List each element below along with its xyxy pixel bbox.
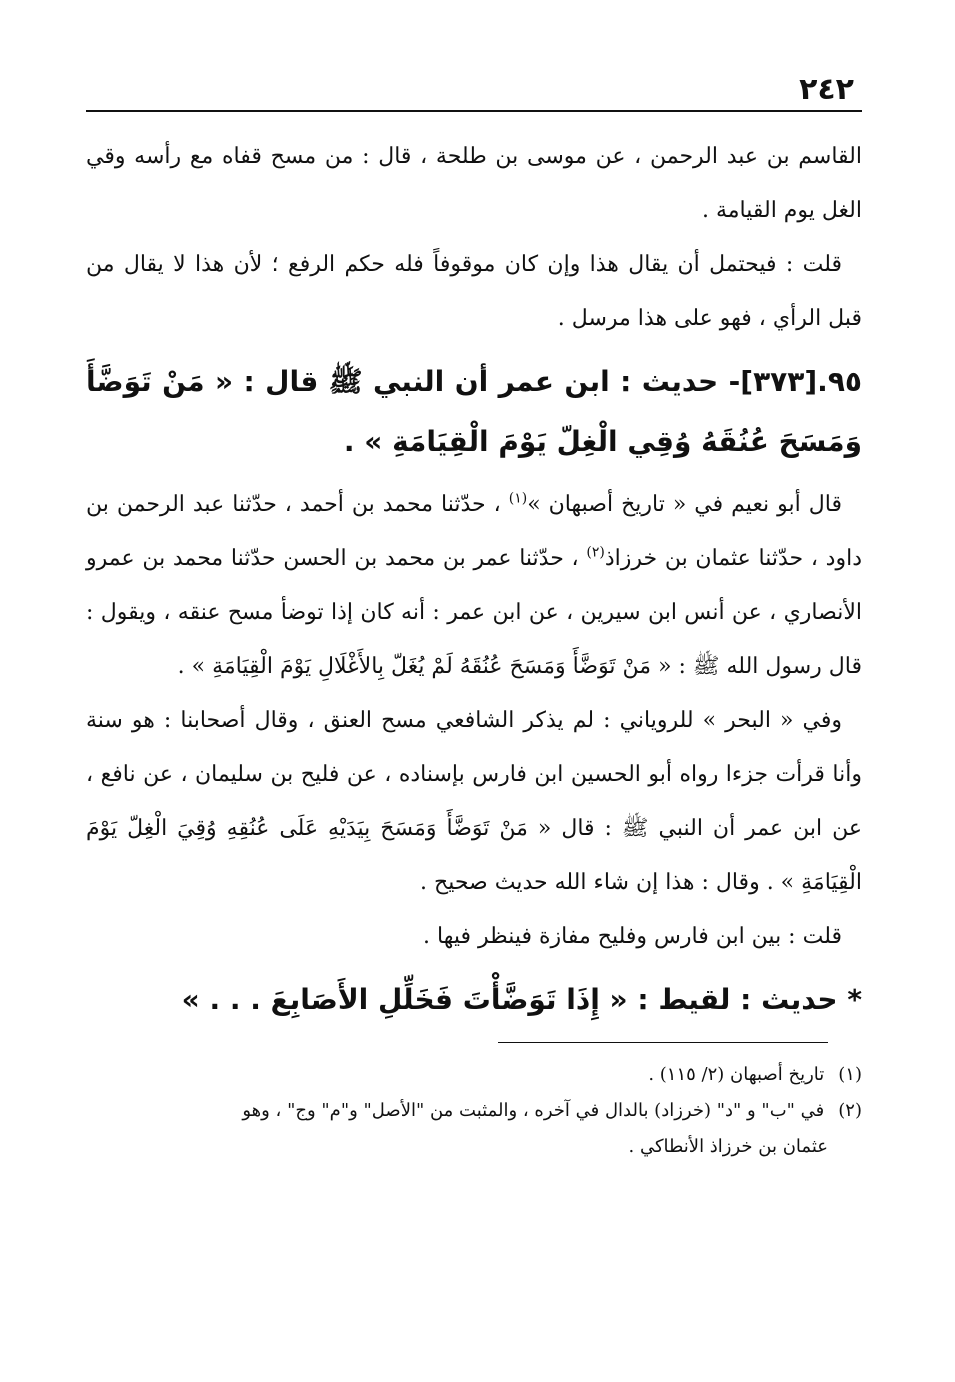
footnote-text: في "ب" و "د" (خرزاد) بالدال في آخره ، والمثبت من "الأصل" و"م" وج" ، وهو	[242, 1100, 825, 1121]
document-page	[86, 70, 862, 1350]
hadith-heading-ibn-umar: ٩٥.[٣٧٣]- حديث : ابن عمر أن النبي ﷺ قال : « مَنْ تَوَضَّأَ وَمَسَحَ عُنُقَهُ وُقِي الْغِلّ يَوْمَ الْقِيَامَةِ » .	[86, 365, 862, 458]
footnote-2	[86, 1093, 862, 1129]
paragraph-qult-marfu: قلت : فيحتمل أن يقال هذا وإن كان موقوفاً فله حكم الرفع ؛ لأن هذا لا يقال من قبل الرأي ، فهو على هذا مرسل .	[86, 252, 862, 331]
hadith-heading-laqit: * حديث : لقيط : « إِذَا تَوَضَّأْتَ فَخَلِّلِ الأَصَابِعَ . . . »	[181, 983, 862, 1016]
narration-part-3: ، حدّثنا عمر بن محمد بن الحسن حدّثنا محمد بن عمرو الأنصاري ، عن أنس ابن سيرين ، عن ابن عمر : أنه كان إذا توضأ مسح عنقه ، ويقول : قال رسول الله ﷺ : « مَنْ تَوَضَّأَ وَمَسَحَ عُنُقَهُ لَمْ يُغَلّ بِالأَغْلَالِ يَوْمَ الْقِيَامَةِ » .	[86, 546, 862, 679]
footnote-ref-2: (٢)	[586, 544, 605, 561]
footnote-rule	[498, 1042, 828, 1043]
footnote-text: تاريخ أصبهان (٢/ ١١٥) .	[648, 1064, 825, 1085]
paragraph-bahr: وفي « البحر » للروياني : لم يذكر الشافعي مسح العنق ، وقال أصحابنا : هو سنة وأنا قرأت جزءا رواه أبو الحسين ابن فارس بإسناده ، عن فليح بن سليمان ، عن نافع ، عن ابن عمر أن النبي ﷺ : قال « مَنْ تَوَضَّأَ وَمَسَحَ بِيَدَيْهِ عَلَى عُنُقِهِ وُقِيَ الْغِلّ يَوْمَ الْقِيَامَةِ » . وقال : هذا إن شاء الله حديث صحيح .	[86, 708, 862, 895]
paragraph-final-note: قلت : بين ابن فارس وفليح مفازة فينظر فيها .	[423, 924, 842, 949]
narration-part-1: قال أبو نعيم في « تاريخ أصبهان »	[527, 492, 842, 517]
header-rule	[86, 110, 862, 112]
paragraph-qasim: القاسم بن عبد الرحمن ، عن موسى بن طلحة ، قال : من مسح قفاه مع رأسه وقي الغل يوم القيامة .	[86, 144, 862, 223]
footnote-number: (٢)	[838, 1100, 862, 1121]
narration-part-2: ، حدّثنا محمد بن أحمد ، حدّثنا عبد الرحمن بن داود ، حدّثنا عثمان بن خرزاذ	[86, 492, 862, 571]
footnote-ref-1: (١)	[508, 490, 528, 507]
footnote-number: (١)	[838, 1064, 862, 1085]
footnote-2-continuation: عثمان بن خرزاذ الأنطاكي .	[628, 1136, 828, 1157]
paragraph-abu-nuaim	[86, 478, 862, 694]
page-number: ٢٤٢	[799, 72, 854, 107]
footnote-1	[86, 1057, 862, 1093]
